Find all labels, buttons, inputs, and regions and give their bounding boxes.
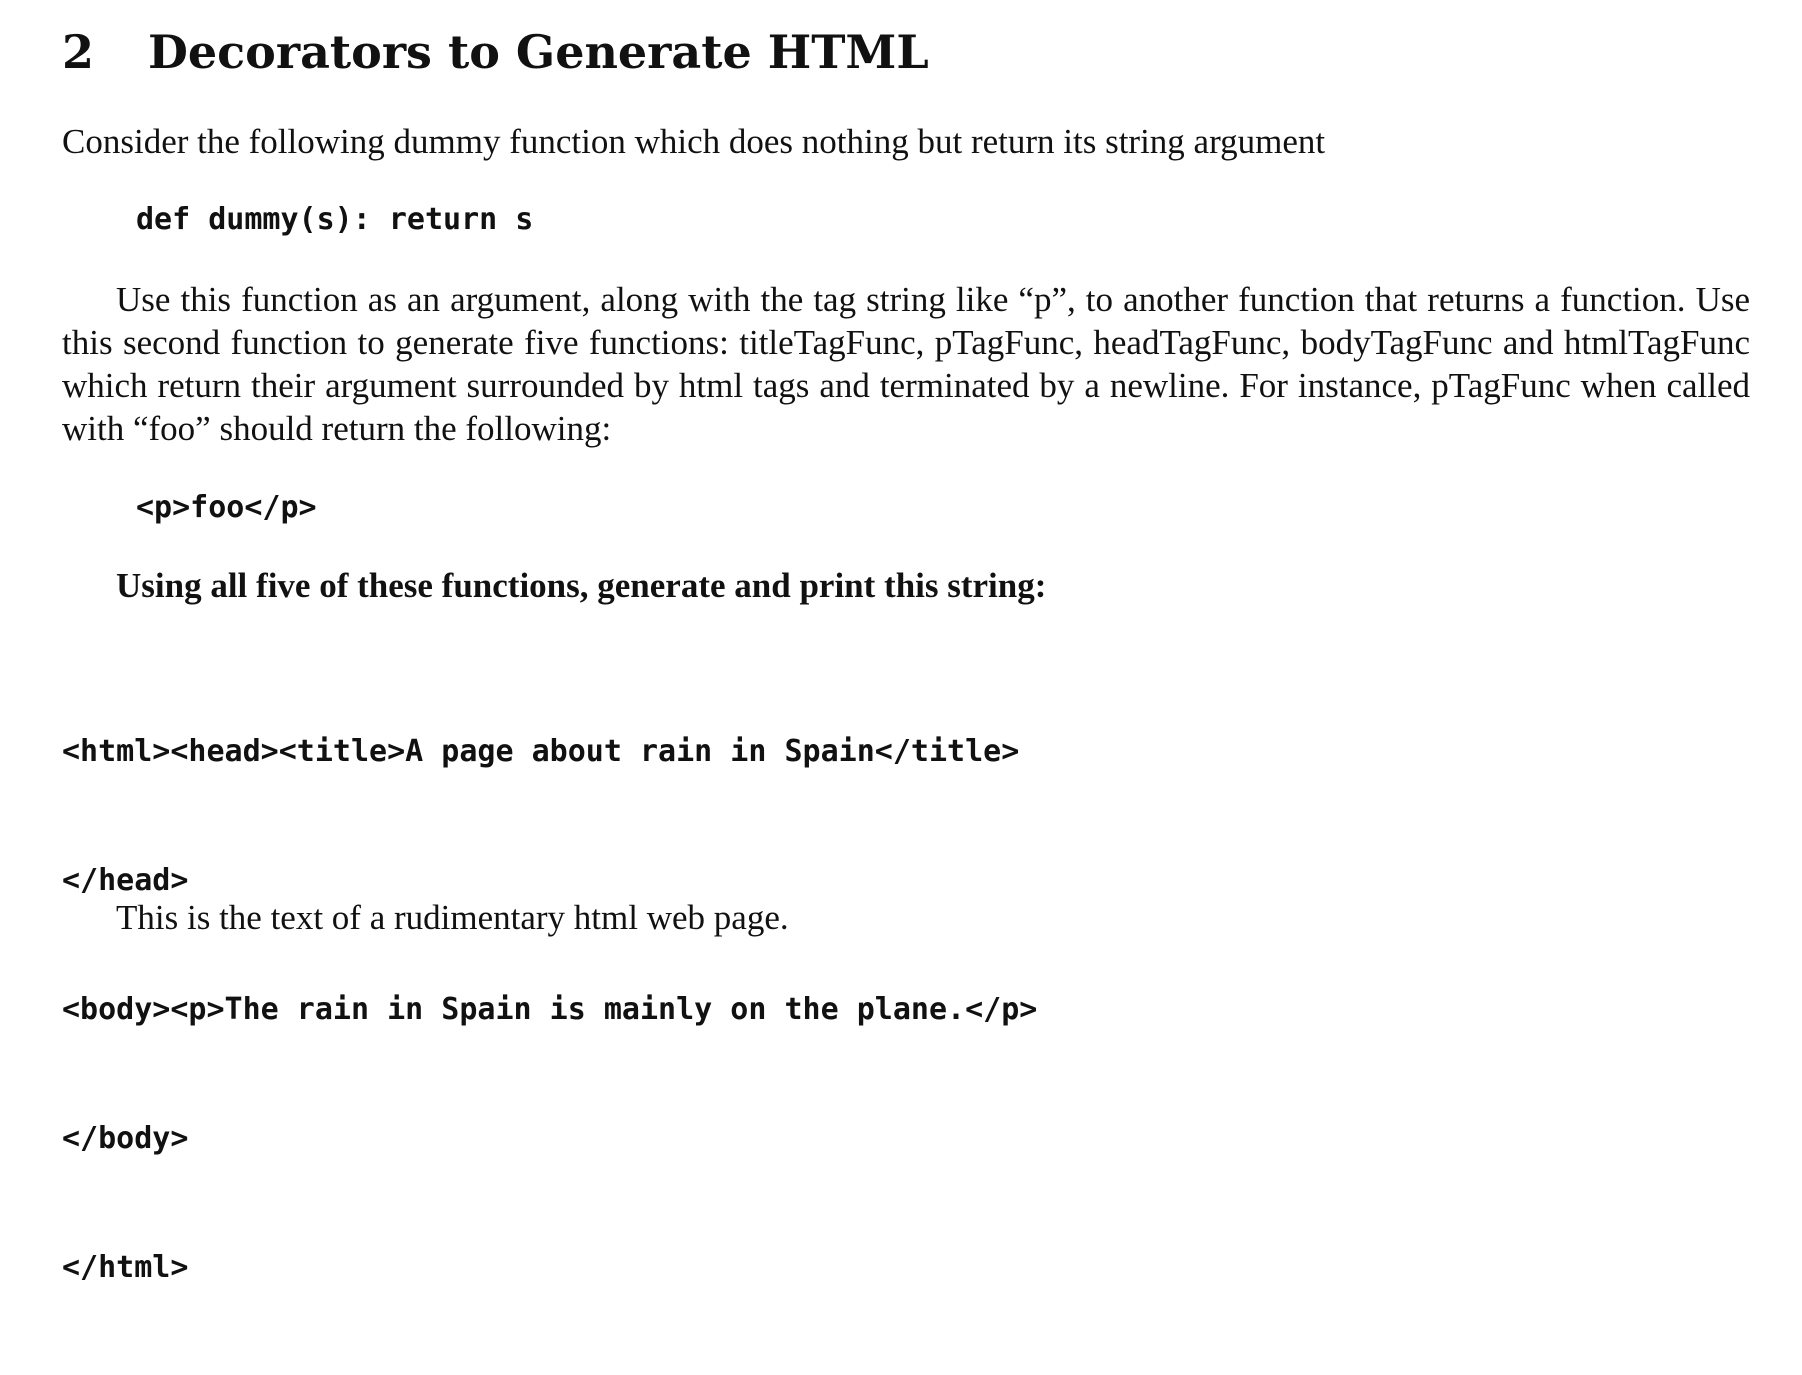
code-line: </body> [62, 1121, 189, 1156]
usage-paragraph: Use this function as an argument, along with the tag string like “p”, to another function that returns a function. Use this second function to generate five functions: titleTagFunc, pTagFunc, headTagFunc, bodyTagFunc and htmlTagFunc which return their argument surrounded by html tags and terminated by a newline. For instance, pTagFunc when called with “foo” should return the following: [62, 280, 1750, 448]
code-line: <body><p>The rain in Spain is mainly on the plane.</p> [62, 992, 1038, 1027]
code-line: </html> [62, 1250, 189, 1285]
section-title: Decorators to Generate HTML [148, 25, 929, 79]
code-line: </head> [62, 863, 189, 898]
instruction-paragraph: Using all five of these functions, generate and print this string: [116, 566, 1047, 605]
html-output-code-block [62, 644, 1037, 1375]
intro-paragraph: Consider the following dummy function which does nothing but return its string argument [62, 122, 1326, 161]
ptag-example-code: <p>foo</p> [136, 490, 317, 525]
closing-paragraph: This is the text of a rudimentary html web page. [116, 898, 789, 937]
dummy-function-code: def dummy(s): return s [136, 202, 534, 237]
section-heading [62, 22, 929, 82]
code-line: <html><head><title>A page about rain in Spain</title> [62, 734, 1020, 769]
section-number: 2 [62, 25, 95, 79]
